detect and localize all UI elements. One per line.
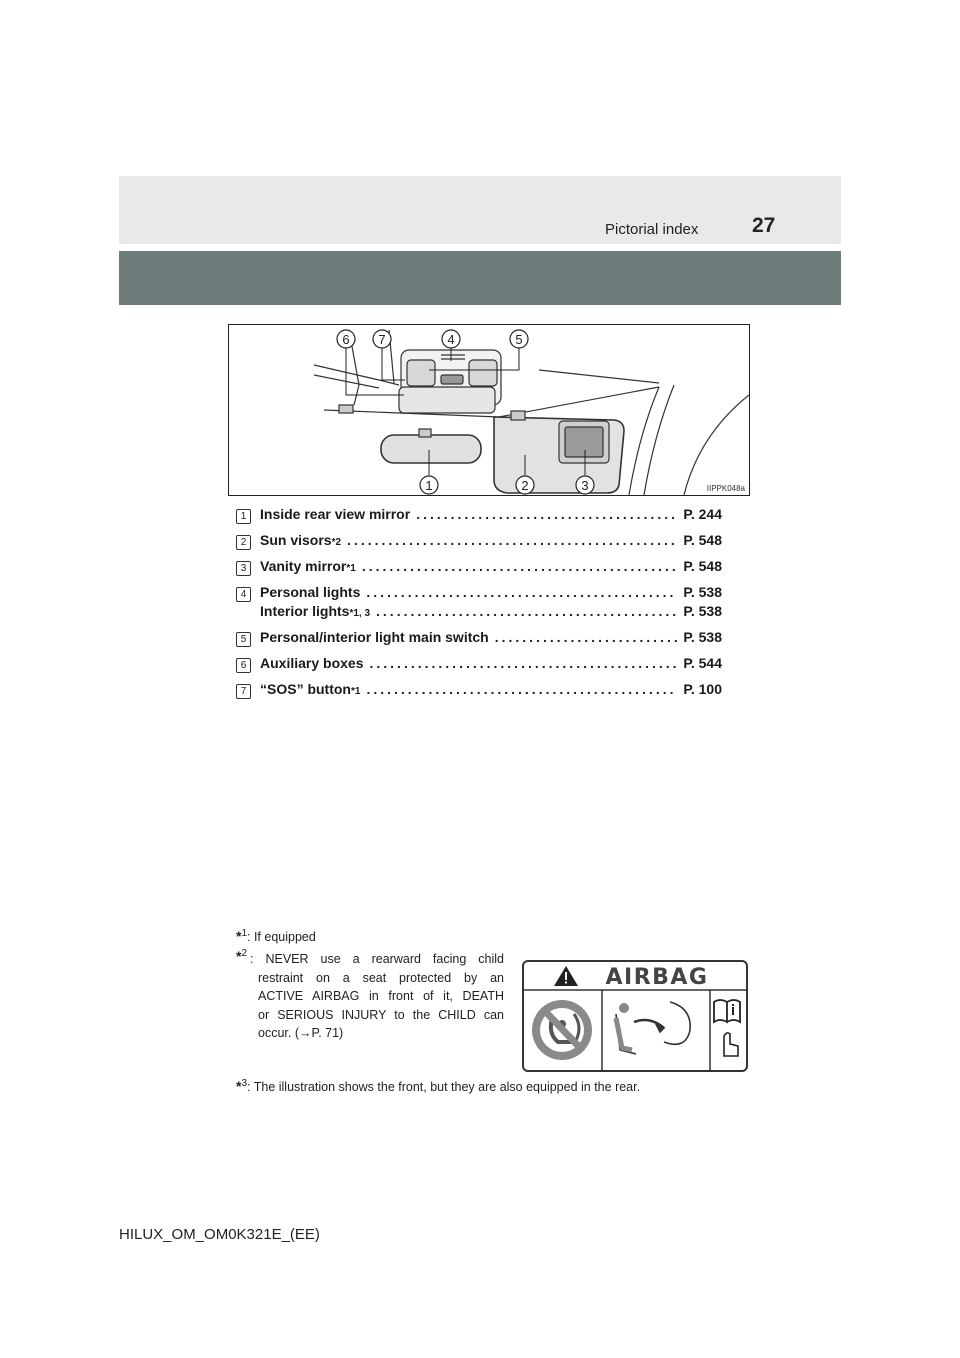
callout-label: 7 <box>378 332 386 347</box>
footnote-2: *$^2$ <box>236 947 248 964</box>
item-label: Personal/interior light main switch <box>260 629 489 645</box>
item-label: Auxiliary boxes <box>260 655 364 671</box>
list-item: 2 Sun visors *2 ..... P. 548 <box>236 532 726 558</box>
list-item <box>236 629 726 655</box>
read-manual-icon <box>714 1000 740 1022</box>
list-item: 3 Vanity mirror *1 ..... P. 548 <box>236 558 726 584</box>
callout-label: 2 <box>521 478 529 493</box>
airbag-warning-label <box>522 960 748 1072</box>
callout-label: 3 <box>581 478 589 493</box>
item-page-ref[interactable]: P. 548 <box>683 532 722 548</box>
footnote-1: *$^1$: If equipped <box>236 927 316 944</box>
item-number-badge: 1 <box>236 509 251 524</box>
item-list <box>236 506 726 707</box>
interior-illustration <box>228 324 750 496</box>
item-number-badge: 7 <box>236 684 251 699</box>
item-page-ref[interactable]: P. 544 <box>683 655 722 671</box>
airbag-deploy-icon <box>616 1002 690 1054</box>
item-page-ref[interactable]: P. 538 <box>683 584 722 600</box>
list-item <box>236 506 726 532</box>
item-page-ref[interactable]: P. 538 <box>683 629 722 645</box>
callout-label: 1 <box>425 478 433 493</box>
document-code: HILUX_OM_OM0K321E_(EE) <box>119 1226 320 1243</box>
item-label: Sun visors <box>260 532 332 548</box>
footnote-3: *$^3$: The illustration shows the front, but they are also equipped in the rear. <box>236 1077 641 1094</box>
ceiling-area-drawing <box>229 325 749 495</box>
item-label: Vanity mirror <box>260 558 347 574</box>
footnote-2-text: : NEVER use a rearward facing child restraint on a seat protected by an ACTIVE AIRBAG in front of it, DEATH or SERIOUS INJURY to the CHILD can occur. (→P. 71) <box>250 952 504 1040</box>
section-title: Pictorial index <box>605 221 699 238</box>
page-number: 27 <box>752 214 776 237</box>
item-page-ref[interactable]: P. 244 <box>683 506 722 522</box>
item-number-badge: 6 <box>236 658 251 673</box>
item-number-badge: 2 <box>236 535 251 550</box>
callout-label: 6 <box>342 332 350 347</box>
item-number-badge: 3 <box>236 561 251 576</box>
callout-label: 4 <box>447 332 455 347</box>
item-sub-label: Interior lights <box>260 603 350 619</box>
list-item: 4 Personal lights ..... P. 538 Interior lights *1, 3 ..... P. 538 <box>236 584 726 629</box>
list-item: 7 “SOS” button *1 ..... P. 100 <box>236 681 726 707</box>
item-label: Personal lights <box>260 584 361 600</box>
illustration-code: IIPPK048a <box>706 484 745 493</box>
item-label: “SOS” button <box>260 681 351 697</box>
section-bar <box>119 251 841 305</box>
warning-triangle-icon <box>554 966 578 986</box>
header-band <box>119 176 841 244</box>
callout-label: 5 <box>515 332 523 347</box>
item-page-ref[interactable]: P. 538 <box>683 603 722 619</box>
item-page-ref[interactable]: P. 548 <box>683 558 722 574</box>
no-rear-facing-child-seat-icon <box>532 1000 592 1060</box>
item-number-badge: 5 <box>236 632 251 647</box>
pointing-hand-icon <box>724 1033 738 1056</box>
airbag-label-graphic <box>524 962 746 1070</box>
item-number-badge: 4 <box>236 587 251 602</box>
item-label: Inside rear view mirror <box>260 506 411 522</box>
list-item <box>236 655 726 681</box>
airbag-title: AIRBAG <box>605 965 709 990</box>
item-page-ref[interactable]: P. 100 <box>683 681 722 697</box>
